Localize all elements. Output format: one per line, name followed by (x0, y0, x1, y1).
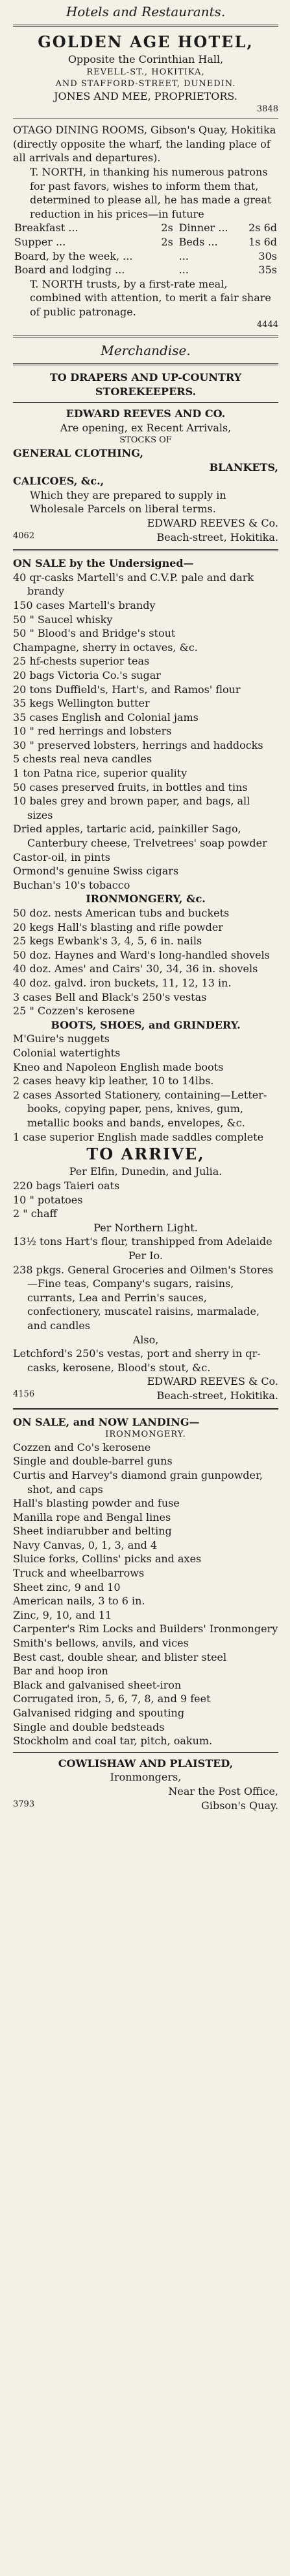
ad-heading: TO DRAPERS AND UP-COUNTRY STOREKEEPERS. (49, 371, 242, 398)
list-item: Sluice forks, Collins' picks and axes (13, 1553, 202, 1566)
list-item: M'Guire's nuggets (13, 1032, 110, 1045)
ad-firm-sub: Ironmongers, (110, 1771, 182, 1784)
ad-footer (13, 1389, 278, 1403)
list-item: 20 tons Duffield's, Hart's, and Ramos' flour (13, 683, 241, 696)
ad-number: 3848 (256, 104, 278, 114)
list-item: Zinc, 9, 10, and 11 (13, 1608, 112, 1621)
ad-heading: ON SALE by the Undersigned— (13, 557, 194, 570)
section-heading-hotels: Hotels and Restaurants. (66, 4, 226, 19)
list-item: Navy Canvas, 0, 1, 3, and 4 (13, 1538, 158, 1551)
list-item: Buchan's 10's tobacco (13, 878, 130, 891)
list-item: Black and galvanised sheet-iron (13, 1678, 182, 1691)
list-item: Dried apples, tartaric acid, painkiller Sago, Canterbury cheese, Trelvetrees' soap powder (13, 823, 267, 850)
list-item: Colonial watertights (13, 1046, 121, 1059)
list-item: 5 chests real neva candles (13, 753, 152, 766)
list-item: 238 pkgs. General Groceries and Oilmen's Stores—Fine teas, Company's sugars, raisins, currants, Lea and Perrin's sauces, confectionery, muscatel raisins, marmalade, and candles (13, 1263, 274, 1332)
ad-number: 4156 (13, 1389, 35, 1399)
list-item: Castor-oil, in pints (13, 850, 110, 863)
divider (13, 402, 278, 403)
ad-title: GOLDEN AGE HOTEL, (38, 32, 254, 51)
ironmongery-list (13, 906, 278, 1018)
list-item: 40 doz. galvd. iron buckets, 11, 12, 13 in. (13, 976, 232, 989)
goods-list (13, 571, 278, 893)
list-item: Champagne, sherry in octaves, &c. (13, 641, 198, 654)
ad-firm: COWLISHAW AND PLAISTED, (58, 1757, 234, 1770)
ad-address: Gibson's Quay. (201, 1799, 278, 1812)
list-item: 10 " red herrings and lobsters (13, 725, 172, 738)
ad-body: T. NORTH, in thanking his numerous patrons for past favors, wishes to inform them that, determined to please all, he has made a great reduction in his prices—in future (30, 166, 272, 220)
list-item: 10 " potatoes (13, 1193, 83, 1206)
list-item: 25 hf-chests superior teas (13, 655, 150, 668)
list-item: Stockholm and coal tar, pitch, oakum. (13, 1735, 213, 1748)
list-item: Best cast, double shear, and blister steel (13, 1650, 227, 1663)
subheading-to-arrive: TO ARRIVE, (86, 1145, 205, 1164)
ad-goods: CALICOES, &c., (13, 475, 104, 488)
ad-number: 4062 (13, 530, 35, 541)
list-item: Cozzen and Co's kerosene (13, 1441, 151, 1453)
ad-goods: BLANKETS, (209, 461, 278, 473)
ad-heading: ON SALE, and NOW LANDING— (13, 1415, 200, 1428)
list-item: 25 kegs Ewbank's 3, 4, 5, 6 in. nails (13, 935, 202, 948)
list-item: 1 ton Patna rice, superior quality (13, 767, 187, 780)
list-item: Hall's blasting powder and fuse (13, 1497, 180, 1510)
list-item: 50 " Saucel whisky (13, 613, 113, 626)
list-item: 50 doz. nests American tubs and buckets (13, 907, 230, 919)
list-item: Also, (132, 1333, 159, 1346)
list-item: 35 kegs Wellington butter (13, 697, 150, 710)
list-item: Curtis and Harvey's diamond grain gunpowder, shot, and caps (13, 1468, 263, 1496)
section-heading-merchandise: Merchandise. (101, 343, 191, 359)
ad-title: OTAGO DINING ROOMS, Gibson's Quay, Hokitika (directly opposite the wharf, the landing place of all arrivals and departures). (13, 124, 276, 165)
subheading-boots: BOOTS, SHOES, and GRINDERY. (51, 1018, 241, 1031)
list-item: 220 bags Taieri oats (13, 1180, 120, 1192)
list-item: 20 bags Victoria Co.'s sugar (13, 668, 161, 681)
divider (13, 363, 278, 365)
ad-sign: EDWARD REEVES & Co. (147, 516, 278, 529)
subheading-ironmongery: IRONMONGERY, &c. (86, 893, 206, 906)
ad-line: Are opening, ex Recent Arrivals, (60, 421, 232, 434)
ad-footer (13, 1799, 278, 1813)
price-table (13, 221, 278, 277)
list-item: Ormond's genuine Swiss cigars (13, 865, 179, 878)
ad-line: Opposite the Corinthian Hall, (67, 53, 224, 66)
list-item: 40 qr-casks Martell's and C.V.P. pale and dark brandy (13, 571, 254, 598)
divider (13, 336, 278, 337)
ad-number: 3793 (13, 1799, 35, 1809)
ad-line: AND STAFFORD-STREET, DUNEDIN. (55, 78, 236, 89)
list-item: Galvanised ridging and spouting (13, 1707, 185, 1719)
list-item: Per Elfin, Dunedin, and Julia. (69, 1165, 223, 1178)
ad-sign: EDWARD REEVES & Co. (147, 1375, 278, 1388)
ad-number: 4444 (256, 319, 278, 330)
ad-proprietors: JONES AND MEE, PROPRIETORS. (54, 90, 237, 103)
list-item: 2 " chaff (13, 1207, 57, 1220)
divider (13, 1752, 278, 1753)
list-item: 50 cases preserved fruits, in bottles and tins (13, 781, 248, 793)
list-item: 2 cases heavy kip leather, 10 to 14lbs. (13, 1075, 214, 1088)
ad-golden-age-hotel (13, 32, 278, 115)
ad-address: Near the Post Office, (168, 1784, 278, 1797)
list-item: 25 " Cozzen's kerosene (13, 1005, 135, 1018)
list-item: Per Io. (128, 1249, 163, 1262)
ad-closing: T. NORTH trusts, by a first-rate meal, combined with attention, to merit a fair share of public patronage. (30, 277, 271, 318)
ad-line: REVELL-ST., HOKITIKA, (86, 67, 205, 77)
list-item: Single and double bedsteads (13, 1720, 165, 1733)
divider (13, 25, 278, 27)
list-item: 50 " Blood's and Bridge's stout (13, 627, 176, 640)
ad-otago-dining-rooms (13, 123, 278, 330)
goods-list (13, 1441, 278, 1748)
price-row: Board, by the week, ... ... 30s (14, 249, 277, 262)
list-item: 2 cases Assorted Stationery, containing—Letter-books, copying paper, pens, knives, gum, metallic books and bands, envelopes, &c. (13, 1088, 267, 1129)
list-item: 13½ tons Hart's flour, transhipped from Adelaide (13, 1235, 272, 1248)
ad-cowlishaw (13, 1415, 278, 1813)
list-item: Sheet zinc, 9 and 10 (13, 1580, 121, 1593)
list-item: 150 cases Martell's brandy (13, 598, 156, 611)
ad-goods: GENERAL CLOTHING, (13, 447, 143, 459)
list-item: 10 bales grey and brown paper, and bags, all sizes (13, 795, 250, 821)
list-item: 1 case superior English made saddles complete (13, 1130, 264, 1143)
ad-body: Which they are prepared to supply in Wholesale Parcels on liberal terms. (30, 488, 226, 516)
list-item: Truck and wheelbarrows (13, 1567, 145, 1580)
list-item: Bar and hoop iron (13, 1665, 108, 1678)
ad-footer (13, 530, 278, 545)
ad-sub: IRONMONGERY. (105, 1430, 186, 1440)
list-item: Manilla rope and Bengal lines (13, 1510, 171, 1523)
list-item: Smith's bellows, anvils, and vices (13, 1637, 189, 1650)
list-item: Kneo and Napoleon English made boots (13, 1060, 224, 1073)
boots-list (13, 1032, 278, 1144)
list-item: Per Northern Light. (93, 1221, 198, 1234)
list-item: 35 cases English and Colonial jams (13, 711, 199, 724)
price-row: Board and lodging ... ... 35s (14, 264, 277, 277)
price-row: Supper ... 2s Beds ... 1s 6d (14, 235, 277, 248)
list-item: 20 kegs Hall's blasting and rifle powder (13, 920, 223, 933)
list-item: Sheet indiarubber and belting (13, 1525, 172, 1538)
list-item: Carpenter's Rim Locks and Builders' Ironmongery (13, 1623, 278, 1636)
ad-firm: EDWARD REEVES AND CO. (66, 407, 226, 420)
arrive-list (13, 1165, 278, 1374)
ad-address: Beach-street, Hokitika. (156, 1389, 278, 1402)
list-item: Letchford's 250's vestas, port and sherry in qr-casks, kerosene, Blood's stout, &c. (13, 1347, 261, 1374)
ad-drapers (13, 370, 278, 544)
list-item: 50 doz. Haynes and Ward's long-handled shovels (13, 948, 270, 961)
list-item: 30 " preserved lobsters, herrings and haddocks (13, 738, 263, 751)
list-item: Corrugated iron, 5, 6, 7, 8, and 9 feet (13, 1693, 211, 1705)
list-item: 3 cases Bell and Black's 250's vestas (13, 990, 207, 1003)
divider (13, 549, 278, 551)
list-item: American nails, 3 to 6 in. (13, 1595, 145, 1608)
ad-address: Beach-street, Hokitika. (156, 530, 278, 543)
price-row: Breakfast ... 2s Dinner ... 2s 6d (14, 222, 277, 234)
list-item: Single and double-barrel guns (13, 1455, 173, 1468)
ad-on-sale-reeves (13, 556, 278, 1402)
ad-line: STOCKS OF (119, 435, 172, 446)
divider (13, 1408, 278, 1410)
list-item: 40 doz. Ames' and Cairs' 30, 34, 36 in. shovels (13, 963, 258, 975)
